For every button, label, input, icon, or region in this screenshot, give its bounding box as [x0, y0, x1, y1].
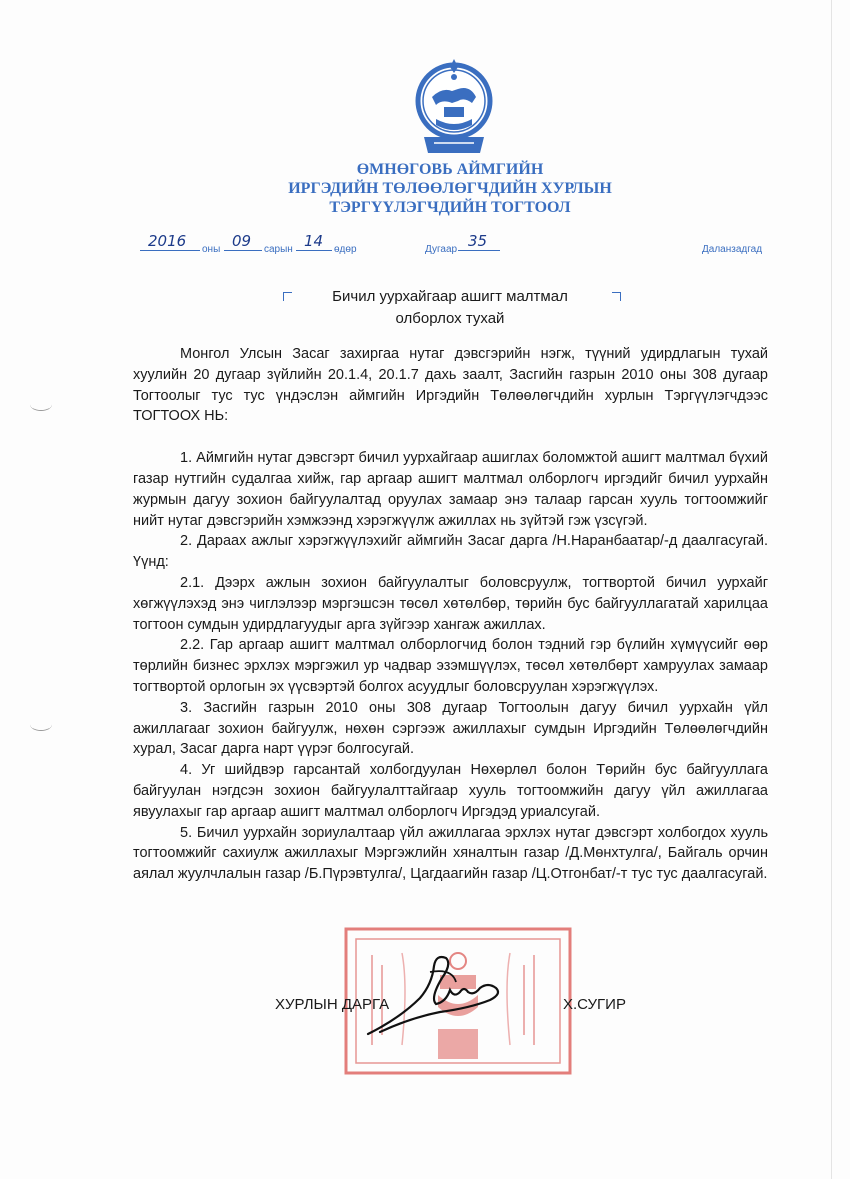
- punch-hole-mark: [30, 398, 52, 411]
- subject-line-2: олборлох тухай: [395, 310, 505, 327]
- subject-line-1: Бичил уурхайгаар ашигт малтмал: [332, 288, 568, 305]
- subject-bracket-left: [283, 292, 292, 301]
- month-underline: [224, 250, 262, 251]
- handwritten-signature: [360, 948, 510, 1043]
- scan-edge-line: [831, 0, 832, 1179]
- year-label: оны: [202, 244, 221, 255]
- day-underline: [296, 250, 332, 251]
- resolution-number: 35: [468, 232, 488, 250]
- date-month: 09: [232, 232, 252, 250]
- clause-5: 5. Бичил уурхайн зориулалтаар үйл ажиллагаа эрхлэх нутаг дэвсгэрт холбогдох хууль тогтоомжийг сахиулж ажиллахыг Мэргэжлийн хяналтын газар /Д.Мөнхтулга/, Байгаль орчин аялал жуулчлалын газар /Б.Пүрэвтулга/, Цагдаагийн газар /Ц.Отгонбат/-т тус тус даалгасугай.: [133, 824, 768, 883]
- clause-2-1: 2.1. Дээрх ажлын зохион байгуулалтыг боловсруулж, тогтвортой бичил уурхайг хөгжүүлэхэд энэ чиглэлээр мэргэшсэн төсөл хөтөлбөр, төрийн бус байгууллагатай харилцаа тогтоон сумдын удирдлагуудыг арга зүйгээр хангаж ажиллах.: [133, 574, 768, 633]
- day-label: өдөр: [334, 244, 357, 255]
- year-underline: [140, 250, 200, 251]
- date-day: 14: [304, 232, 324, 250]
- title-line-2: ИРГЭДИЙН ТӨЛӨӨЛӨГЧДИЙН ХУРЛЫН: [288, 180, 612, 197]
- clause-2: 2. Дараах ажлыг хэрэгжүүлэхийг аймгийн Засаг дарга /Н.Наранбаатар/-д даалгасугай. Үүнд:: [133, 533, 768, 571]
- clause-3: 3. Засгийн газрын 2010 оны 308 дугаар Тогтоолын дагуу бичил уурхайн үйл ажиллагааг зохион байгуулж, нөхөн сэргээж ажиллахыг сумдын Иргэдийн Төлөөлөгчдийн хурал, Засаг дарга нарт үүрэг болгосугай.: [133, 699, 768, 758]
- title-line-1: ӨМНӨГОВЬ АЙМГИЙН: [356, 161, 544, 178]
- clause-1: 1. Аймгийн нутаг дэвсгэрт бичил уурхайгаар ашиглах боломжтой ашигт малтмал бүхий газар нутгийн судалгаа хийж, гар аргаар ашигт малтмал олборлогч иргэдийг бичил уурхайн журмын дагуу зохион байгуулалтад оруулах замаар энэ талаар гарсан хууль тогтоомжийг нийт нутаг дэвсгэрийн хэмжээнд хэрэгжүүлж ажиллах нь зүйтэй гэж үзсүгэй.: [133, 450, 768, 529]
- month-label: сарын: [264, 244, 293, 255]
- date-year: 2016: [148, 232, 187, 250]
- issuing-body-title: [200, 160, 700, 217]
- resolution-subject: [300, 286, 600, 330]
- preamble-paragraph: Монгол Улсын Засаг захиргаа нутаг дэвсгэрийн нэгж, түүний удирдлагын тухай хуулийн 20 дугаар зүйлийн 20.1.4, 20.1.7 дахь заалт, Засгийн газрын 2010 оны 308 дугаар Тогтоолыг тус тус үндэслэн аймгийн Иргэдийн Төлөөлөгчдийн хурлын Тэргүүлэгчдээс ТОГТООХ НЬ:: [133, 346, 768, 425]
- number-label: Дугаар: [425, 244, 458, 255]
- punch-hole-mark: [30, 718, 52, 731]
- state-emblem: [414, 57, 494, 155]
- date-number-line: [140, 234, 780, 260]
- number-underline: [458, 250, 500, 251]
- title-line-3: ТЭРГҮҮЛЭГЧДИЙН ТОГТООЛ: [329, 199, 571, 216]
- signatory-name: Х.СУГИР: [563, 996, 626, 1013]
- clause-2-2: 2.2. Гар аргаар ашигт малтмал олборлогчид болон тэдний гэр бүлийн хүмүүсийг өөр төрлийн бизнес эрхлэх мэргэжил ур чадвар эзэмшүүлэх, төсөл хөтөлбөрт хамруулах замаар тогтвортой орлогын эх үүсвэртэй болгох асуудлыг боловсруулан хэрэгжүүлэх.: [133, 637, 768, 695]
- resolution-body: [133, 344, 768, 885]
- clause-4: 4. Уг шийдвэр гарсантай холбогдуулан Нөхөрлөл болон Төрийн бус байгууллага байгуулан нэгдсэн зохион байгуулалттайгаар хууль тогтоомжийн дагуу үйл ажиллагаа явуулахыг гар аргаар ашигт малтмал олборлогч Иргэдэд уриалсугай.: [133, 762, 768, 820]
- subject-bracket-right: [612, 292, 621, 301]
- signatory-title: ХУРЛЫН ДАРГА: [275, 996, 390, 1013]
- place-name: Даланзадгад: [702, 244, 763, 255]
